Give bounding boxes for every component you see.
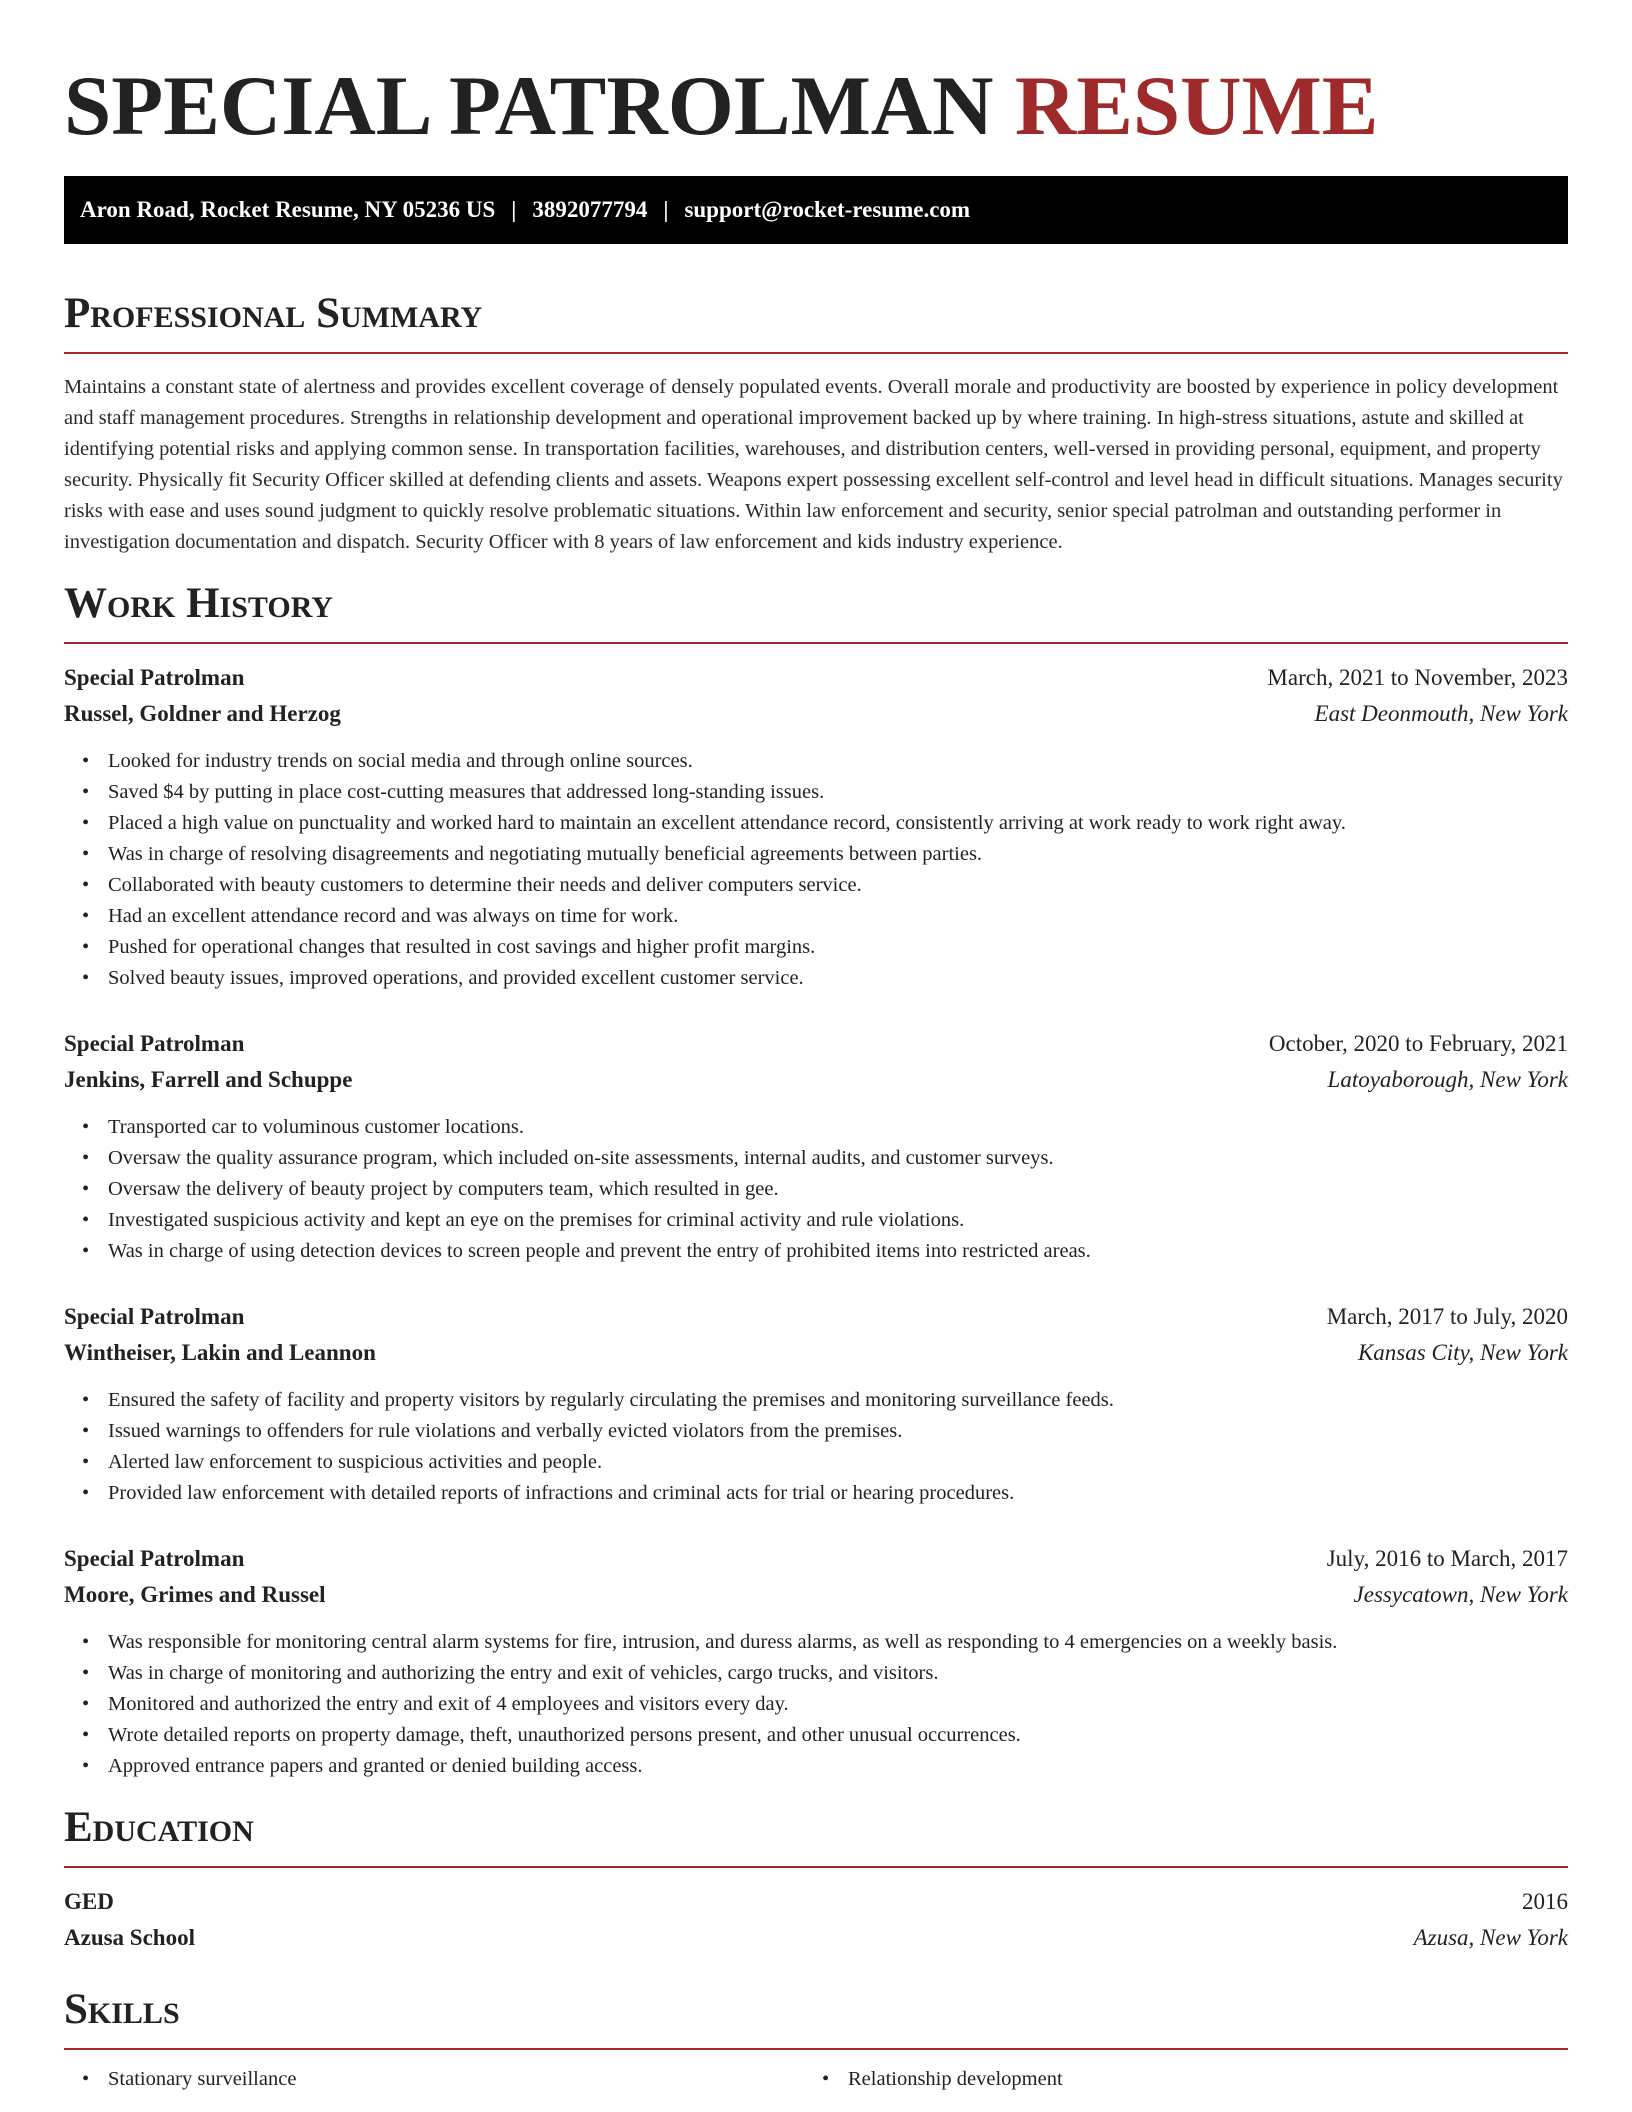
education-degree: GED (64, 1889, 114, 1914)
education-row-school (64, 1920, 1568, 1956)
education-school: Azusa School (64, 1925, 195, 1950)
job-row-title (64, 1541, 1568, 1577)
skills-section (64, 1982, 1568, 2095)
resume-title (64, 56, 1568, 156)
job-bullet: • Transported car to voluminous customer locations. (108, 1112, 1568, 1143)
contact-separator: | (663, 197, 669, 222)
job-row-title (64, 1026, 1568, 1062)
skills-list-left (64, 2064, 804, 2095)
job-row-company (64, 1335, 1568, 1371)
skills-columns (64, 2064, 1568, 2095)
contact-bar (64, 176, 1568, 244)
job-bullet: • Looked for industry trends on social media and through online sources. (108, 746, 1568, 777)
job-bullet: • Placed a high value on punctuality and worked hard to maintain an excellent attendance record, consistently arriving at work ready to work right away. (108, 808, 1568, 839)
summary-section (64, 286, 1568, 558)
education-location: Azusa, New York (1413, 1925, 1568, 1950)
education-row-degree (64, 1884, 1568, 1920)
section-divider (64, 1866, 1568, 1868)
job-bullet: • Pushed for operational changes that resulted in cost savings and higher profit margins. (108, 932, 1568, 963)
job-dates: March, 2021 to November, 2023 (1267, 665, 1568, 690)
job-bullet: • Was in charge of using detection devices to screen people and prevent the entry of prohibited items into restricted areas. (108, 1236, 1568, 1267)
job-entry (64, 1541, 1568, 1782)
job-bullet: • Saved $4 by putting in place cost-cutting measures that addressed long-standing issues. (108, 777, 1568, 808)
job-bullet: • Issued warnings to offenders for rule violations and verbally evicted violators from the premises. (108, 1416, 1568, 1447)
job-bullet: • Collaborated with beauty customers to determine their needs and deliver computers service. (108, 870, 1568, 901)
job-bullet-list (64, 746, 1568, 994)
education-entry (64, 1884, 1568, 1956)
skill-item: • Stationary surveillance (108, 2064, 804, 2095)
job-bullet: • Oversaw the quality assurance program, which included on-site assessments, internal audits, and customer surveys. (108, 1143, 1568, 1174)
job-bullet: • Monitored and authorized the entry and exit of 4 employees and visitors every day. (108, 1689, 1568, 1720)
job-entry (64, 660, 1568, 994)
job-row-company (64, 1577, 1568, 1613)
education-section (64, 1800, 1568, 1956)
job-bullet: • Had an excellent attendance record and was always on time for work. (108, 901, 1568, 932)
job-bullet: • Investigated suspicious activity and kept an eye on the premises for criminal activity and rule violations. (108, 1205, 1568, 1236)
job-entry (64, 1026, 1568, 1267)
job-bullet: • Wrote detailed reports on property damage, theft, unauthorized persons present, and other unusual occurrences. (108, 1720, 1568, 1751)
section-divider (64, 352, 1568, 354)
job-company: Russel, Goldner and Herzog (64, 701, 341, 726)
job-location: Jessycatown, New York (1353, 1582, 1568, 1607)
job-bullet: • Was responsible for monitoring central alarm systems for fire, intrusion, and duress alarms, as well as responding to 4 emergencies on a weekly basis. (108, 1627, 1568, 1658)
job-dates: October, 2020 to February, 2021 (1268, 1031, 1568, 1056)
job-dates: July, 2016 to March, 2017 (1326, 1546, 1568, 1571)
section-divider (64, 2048, 1568, 2050)
job-row-company (64, 696, 1568, 732)
work-history-section (64, 576, 1568, 1782)
job-company: Wintheiser, Lakin and Leannon (64, 1340, 376, 1365)
section-heading-skills: Skills (64, 1986, 180, 2033)
contact-phone[interactable]: 3892077794 (532, 197, 648, 222)
job-bullet: • Approved entrance papers and granted or denied building access. (108, 1751, 1568, 1782)
job-title: Special Patrolman (64, 1546, 245, 1571)
job-bullet: • Alerted law enforcement to suspicious activities and people. (108, 1447, 1568, 1478)
job-bullet: • Oversaw the delivery of beauty project by computers team, which resulted in gee. (108, 1174, 1568, 1205)
job-entry (64, 1299, 1568, 1509)
title-main: SPECIAL PATROLMAN (64, 59, 994, 153)
job-location: Kansas City, New York (1357, 1340, 1568, 1365)
skill-item: • Relationship development (848, 2064, 1544, 2095)
section-divider (64, 642, 1568, 644)
title-accent: RESUME (1014, 59, 1379, 153)
contact-separator: | (511, 197, 517, 222)
job-title: Special Patrolman (64, 665, 245, 690)
job-row-title (64, 660, 1568, 696)
skills-list-right (804, 2064, 1544, 2095)
contact-email[interactable]: support@rocket-resume.com (684, 197, 971, 222)
section-heading-education: Education (64, 1804, 254, 1851)
education-year: 2016 (1522, 1889, 1568, 1914)
job-bullet: • Ensured the safety of facility and property visitors by regularly circulating the premises and monitoring surveillance feeds. (108, 1385, 1568, 1416)
contact-address: Aron Road, Rocket Resume, NY 05236 US (80, 197, 496, 222)
summary-text: Maintains a constant state of alertness and provides excellent coverage of densely populated events. Overall morale and productivity are boosted by experience in policy development and staff management procedures. Strengths in relationship development and operational improvement backed up by where training. In high-stress situations, astute and skilled at identifying potential risks and applying common sense. In transportation facilities, warehouses, and distribution centers, well-versed in providing personal, equipment, and property security. Physically fit Security Officer skilled at defending clients and assets. Weapons expert possessing excellent self-control and level head in difficult situations. Manages security risks with ease and uses sound judgment to quickly resolve problematic situations. Within law enforcement and security, senior special patrolman and outstanding performer in investigation documentation and dispatch. Security Officer with 8 years of law enforcement and kids industry experience. (64, 376, 1563, 553)
job-bullet: • Provided law enforcement with detailed reports of infractions and criminal acts for trial or hearing procedures. (108, 1478, 1568, 1509)
resume-page (64, 0, 1568, 2095)
job-dates: March, 2017 to July, 2020 (1326, 1304, 1568, 1329)
job-bullet-list (64, 1112, 1568, 1267)
job-row-title (64, 1299, 1568, 1335)
job-bullet: • Was in charge of resolving disagreements and negotiating mutually beneficial agreements between parties. (108, 839, 1568, 870)
job-title: Special Patrolman (64, 1031, 245, 1056)
job-company: Jenkins, Farrell and Schuppe (64, 1067, 353, 1092)
section-heading-summary: Professional Summary (64, 290, 483, 337)
job-location: Latoyaborough, New York (1327, 1067, 1568, 1092)
job-bullet: • Was in charge of monitoring and authorizing the entry and exit of vehicles, cargo trucks, and visitors. (108, 1658, 1568, 1689)
job-company: Moore, Grimes and Russel (64, 1582, 326, 1607)
job-bullet-list (64, 1627, 1568, 1782)
job-bullet: • Solved beauty issues, improved operations, and provided excellent customer service. (108, 963, 1568, 994)
job-list (64, 660, 1568, 1782)
job-bullet-list (64, 1385, 1568, 1509)
section-heading-work-history: Work History (64, 580, 333, 627)
job-row-company (64, 1062, 1568, 1098)
job-title: Special Patrolman (64, 1304, 245, 1329)
job-location: East Deonmouth, New York (1314, 701, 1568, 726)
